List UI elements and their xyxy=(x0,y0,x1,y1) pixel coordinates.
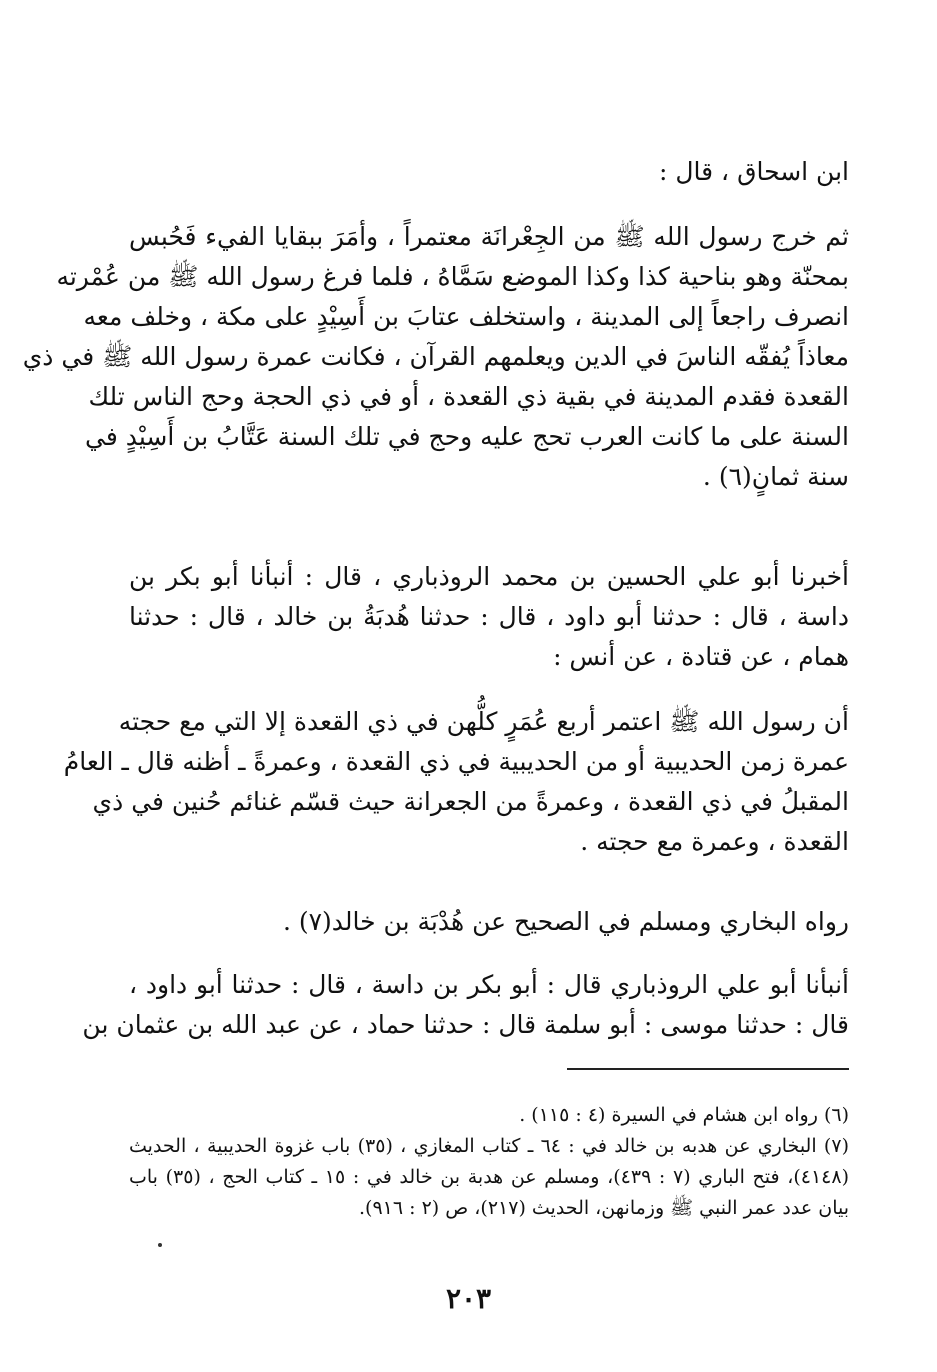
footnote-7: (٧) البخاري عن هدبه بن خالد في : ٦٤ ـ كتاب المغازي ، (٣٥) باب غزوة الحديبية ، الحديث xyxy=(129,1135,849,1157)
heading-text: ابن اسحاق ، قال : xyxy=(659,157,849,186)
text-line: قال : حدثنا موسى : أبو سلمة قال : حدثنا حماد ، عن عبد الله بن عثمان بن xyxy=(82,1010,849,1039)
text-line: رواه البخاري ومسلم في الصحيح عن هُدْبَة بن خالد(٧) . xyxy=(282,907,849,936)
text-line: معاذاً يُفقّه الناسَ في الدين ويعلمهم القرآن ، فكانت عمرة رسول الله ﷺ في ذي xyxy=(22,342,849,371)
paragraph-isnad-rudhbari xyxy=(129,557,849,677)
text-line: سنة ثمانٍ(٦) . xyxy=(702,462,849,491)
text-line: أنبأنا أبو علي الروذباري قال : أبو بكر بن داسة ، قال : حدثنا أبو داود ، xyxy=(129,970,849,999)
page-number: ٢٠٣ xyxy=(445,1282,492,1315)
text-line: عمرة زمن الحديبية أو من الحديبية في ذي القعدة ، وعمرةً ـ أظنه قال ـ العامُ xyxy=(63,747,849,776)
chapter-heading xyxy=(659,152,849,192)
text-line: انصرف راجعاً إلى المدينة ، واستخلف عتابَ بن أَسِيْدٍ على مكة ، وخلف معه xyxy=(83,302,849,331)
text-line: داسة ، قال : حدثنا أبو داود ، قال : حدثنا هُدبَةُ بن خالد ، قال : حدثنا xyxy=(129,602,849,631)
text-line: أن رسول الله ﷺ اعتمر أربع عُمَرٍ كلُّهن في ذي القعدة إلا التي مع حجته xyxy=(118,707,849,736)
text-line: القعدة ، وعمرة مع حجته . xyxy=(580,827,849,856)
text-line: السنة على ما كانت العرب تحج عليه وحج في تلك السنة عَتَّابُ بن أَسِيْدٍ في xyxy=(85,422,849,451)
scan-speck xyxy=(158,1243,162,1247)
footnote-separator xyxy=(567,1068,849,1070)
paragraph-ibn-ishaq xyxy=(22,217,849,497)
paragraph-narration-note xyxy=(129,902,849,942)
text-line: القعدة فقدم المدينة في بقية ذي القعدة ، أو في ذي الحجة وحج الناس تلك xyxy=(88,382,849,411)
footnotes xyxy=(129,1100,849,1224)
text-line: ثم خرج رسول الله ﷺ من الجِعْرانَة معتمراً ، وأمَرَ ببقايا الفيء فَحُبس xyxy=(129,222,849,251)
paragraph-hadith-anas xyxy=(63,702,849,862)
footnote-6: (٦) رواه ابن هشام في السيرة (٤ : ١١٥) . xyxy=(519,1104,849,1126)
text-line: أخبرنا أبو علي الحسين بن محمد الروذباري ، قال : أنبأنا أبو بكر بن xyxy=(129,562,849,591)
text-line: المقبلُ في ذي القعدة ، وعمرةً من الجعرانة حيث قسّم غنائم حُنين في ذي xyxy=(92,787,849,816)
text-line: بمحنّة وهو بناحية كذا وكذا الموضع سَمَّاهُ ، فلما فرغ رسول الله ﷺ من عُمْرته xyxy=(56,262,849,291)
footnote-7-continued: (٤١٤٨)، فتح الباري (٧ : ٤٣٩)، ومسلم عن هدبة بن خالد في : ١٥ ـ كتاب الحج ، (٣٥) باب xyxy=(129,1166,850,1188)
footnote-7-continued: بيان عدد عمر النبي ﷺ وزمانهن، الحديث (٢١٧)، ص (٢ : ٩١٦). xyxy=(359,1197,849,1219)
paragraph-isnad-abu-dawud xyxy=(82,965,849,1045)
text-line: همام ، عن قتادة ، عن أنس : xyxy=(553,642,849,671)
